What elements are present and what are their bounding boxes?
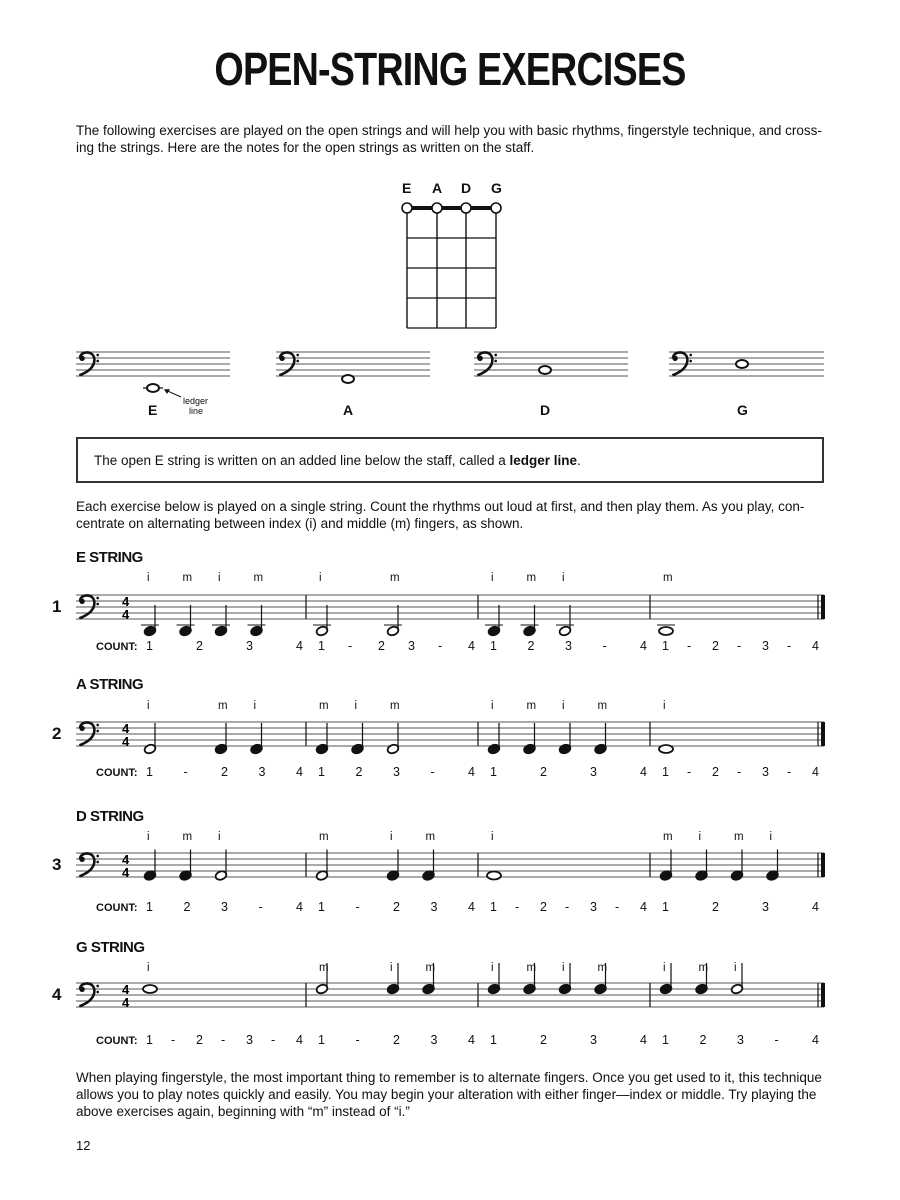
count-value: 3: [221, 900, 228, 914]
count-value: -: [355, 1033, 360, 1047]
finger-marking: m: [390, 572, 400, 584]
count-value: 4: [296, 765, 303, 779]
count-value: 4: [640, 765, 647, 779]
count-value: 3: [590, 765, 597, 779]
exercise-staff: [76, 850, 824, 882]
time-signature-top: 4: [122, 982, 130, 997]
count-value: 2: [540, 900, 547, 914]
finger-marking: m: [734, 831, 744, 843]
count-value: 4: [812, 765, 819, 779]
count-value: 2: [699, 1033, 707, 1047]
count-value: 1: [490, 900, 497, 914]
count-value: 1: [146, 1033, 153, 1047]
count-value: -: [221, 1033, 226, 1047]
time-signature-bottom: 4: [122, 865, 130, 880]
note-text: The open E string is written on an added line below the staff, called a: [94, 453, 510, 468]
finger-marking: i: [769, 831, 773, 843]
closing-paragraph: [76, 1069, 826, 1120]
finger-marking: i: [663, 700, 666, 712]
finger-marking: m: [663, 831, 673, 843]
count-value: 2: [378, 639, 385, 653]
fretboard-string-label: G: [491, 180, 502, 196]
time-signature-bottom: 4: [122, 734, 130, 749]
count-value: 4: [296, 900, 303, 914]
exercise-number: 2: [52, 724, 62, 743]
finger-marking: m: [425, 831, 436, 843]
ledger-annotation: line: [189, 406, 204, 416]
count-value: -: [687, 639, 692, 653]
finger-marking: m: [319, 700, 329, 712]
whole-note: [143, 985, 157, 993]
count-value: 3: [590, 1033, 597, 1047]
count-value: 1: [146, 765, 153, 779]
count-value: 2: [196, 639, 203, 653]
count-value: 1: [146, 639, 153, 653]
exercise-staff: [76, 721, 824, 755]
finger-marking: m: [390, 700, 400, 712]
count-value: 2: [183, 900, 191, 914]
count-value: -: [737, 639, 742, 653]
whole-note: [659, 627, 673, 635]
finger-marking: m: [218, 700, 228, 712]
count-value: 3: [737, 1033, 744, 1047]
time-signature-bottom: 4: [122, 995, 130, 1010]
count-value: 4: [468, 900, 475, 914]
count-label: COUNT:: [96, 1035, 138, 1047]
count-value: 2: [355, 765, 363, 779]
count-value: -: [355, 900, 360, 914]
count-value: 3: [258, 765, 266, 779]
count-label: COUNT:: [96, 902, 138, 914]
finger-marking: i: [562, 572, 565, 584]
count-value: -: [687, 765, 692, 779]
count-value: 2: [221, 765, 228, 779]
finger-marking: m: [663, 572, 673, 584]
count-value: 3: [430, 1033, 438, 1047]
count-value: 3: [246, 1033, 253, 1047]
count-value: 1: [662, 639, 669, 653]
closing-line-2: allows you to play notes quickly and easily. You may begin your alteration with either finger—index or middle. Try playing the: [76, 1087, 817, 1102]
exercise-staff: [76, 594, 824, 637]
count-value: 4: [640, 900, 647, 914]
count-value: 3: [762, 900, 769, 914]
instructions-line-2: centrate on alternating between index (i) and middle (m) fingers, as shown.: [76, 516, 524, 531]
count-value: 1: [146, 900, 153, 914]
count-value: -: [787, 765, 792, 779]
time-signature-bottom: 4: [122, 607, 130, 622]
count-value: 4: [812, 900, 819, 914]
finger-marking: i: [491, 572, 494, 584]
count-value: 3: [393, 765, 400, 779]
count-label: COUNT:: [96, 767, 138, 779]
finger-marking: i: [354, 700, 358, 712]
exercise-number: 4: [52, 985, 62, 1004]
finger-marking: i: [491, 831, 494, 843]
count-value: -: [258, 900, 263, 914]
count-value: -: [183, 765, 188, 779]
count-value: -: [438, 639, 443, 653]
finger-marking: i: [562, 700, 565, 712]
finger-marking: i: [491, 962, 494, 974]
finger-marking: m: [698, 962, 709, 974]
count-value: -: [515, 900, 520, 914]
count-value: 2: [712, 639, 719, 653]
count-value: 2: [540, 765, 547, 779]
finger-marking: i: [734, 962, 737, 974]
count-value: 4: [640, 1033, 647, 1047]
count-value: -: [602, 639, 607, 653]
count-value: 1: [318, 639, 325, 653]
finger-marking: m: [425, 962, 436, 974]
count-value: -: [171, 1033, 176, 1047]
count-value: -: [271, 1033, 276, 1047]
finger-marking: m: [253, 572, 264, 584]
exercise-number: 3: [52, 855, 62, 874]
instructions-line-1: Each exercise below is played on a single string. Count the rhythms out loud at first, and then play them. As you play, con-: [76, 499, 805, 514]
finger-marking: m: [526, 700, 537, 712]
count-value: 2: [712, 900, 719, 914]
exercise-string-label: E STRING: [76, 549, 143, 566]
count-value: 3: [408, 639, 415, 653]
finger-marking: i: [698, 831, 702, 843]
intro-line-1: The following exercises are played on the open strings and will help you with basic rhythms, fingerstyle technique, and cross-: [76, 123, 822, 138]
open-note-label: A: [343, 402, 354, 418]
finger-marking: i: [218, 831, 221, 843]
finger-marking: m: [526, 572, 537, 584]
whole-note: [487, 872, 501, 880]
fretboard-string-label: A: [432, 180, 443, 196]
finger-marking: i: [491, 700, 494, 712]
count-value: 2: [712, 765, 719, 779]
finger-marking: i: [218, 572, 221, 584]
finger-marking: i: [390, 831, 393, 843]
count-value: -: [348, 639, 353, 653]
count-value: 1: [662, 765, 669, 779]
count-value: 3: [565, 639, 572, 653]
count-value: 4: [640, 639, 647, 653]
note-period: .: [577, 453, 581, 468]
note-bold-term: ledger line: [509, 453, 578, 468]
finger-marking: i: [147, 572, 150, 584]
finger-marking: i: [319, 572, 322, 584]
count-value: 2: [527, 639, 535, 653]
count-value: -: [565, 900, 570, 914]
count-value: 1: [490, 1033, 497, 1047]
count-value: -: [615, 900, 620, 914]
exercise-string-label: G STRING: [76, 939, 145, 956]
count-value: 3: [762, 765, 769, 779]
open-note-label: G: [737, 402, 748, 418]
finger-marking: i: [562, 962, 565, 974]
count-value: -: [430, 765, 435, 779]
finger-marking: m: [182, 572, 193, 584]
exercise-staff: [76, 963, 824, 1010]
count-label: COUNT:: [96, 641, 138, 653]
page-title: OPEN-STRING EXERCISES: [214, 43, 686, 95]
count-value: 4: [296, 639, 303, 653]
exercise-string-label: A STRING: [76, 676, 144, 693]
finger-marking: i: [147, 831, 150, 843]
finger-marking: m: [597, 700, 608, 712]
count-value: -: [787, 639, 792, 653]
count-value: 4: [468, 639, 475, 653]
count-value: 1: [662, 1033, 669, 1047]
fretboard-string-label: D: [461, 180, 472, 196]
count-value: 4: [468, 765, 475, 779]
count-value: 1: [662, 900, 669, 914]
time-signature-top: 4: [122, 721, 130, 736]
count-value: 2: [393, 1033, 400, 1047]
count-value: 3: [590, 900, 597, 914]
count-value: 1: [318, 1033, 325, 1047]
count-value: 1: [490, 639, 497, 653]
open-note-label: D: [540, 402, 551, 418]
intro-line-2: ing the strings. Here are the notes for the open strings as written on the staff.: [76, 140, 535, 155]
exercise-number: 1: [52, 597, 62, 616]
exercise-string-label: D STRING: [76, 808, 144, 825]
count-value: 4: [812, 1033, 819, 1047]
page-number: 12: [76, 1138, 91, 1153]
count-value: 1: [490, 765, 497, 779]
finger-marking: m: [597, 962, 608, 974]
finger-marking: m: [182, 831, 193, 843]
count-value: 4: [812, 639, 819, 653]
closing-line-1: When playing fingerstyle, the most important thing to remember is to alternate fingers. Once you get used to it, this technique: [76, 1070, 822, 1085]
finger-marking: i: [390, 962, 393, 974]
finger-marking: m: [526, 962, 537, 974]
count-value: 4: [468, 1033, 475, 1047]
time-signature-top: 4: [122, 594, 130, 609]
finger-marking: i: [147, 962, 150, 974]
count-value: 1: [318, 900, 325, 914]
finger-marking: i: [663, 962, 666, 974]
finger-marking: m: [319, 831, 329, 843]
whole-note: [659, 745, 673, 753]
closing-line-3: above exercises again, beginning with “m” instead of “i.”: [76, 1104, 410, 1119]
finger-marking: i: [147, 700, 150, 712]
open-note-label: E: [148, 402, 158, 418]
time-signature-top: 4: [122, 852, 130, 867]
count-value: 3: [762, 639, 769, 653]
count-value: 2: [393, 900, 400, 914]
count-value: 3: [430, 900, 438, 914]
fretboard-string-label: E: [402, 180, 412, 196]
ledger-annotation: ledger: [183, 396, 209, 406]
finger-marking: i: [253, 700, 257, 712]
count-value: 3: [246, 639, 253, 653]
count-value: 1: [318, 765, 325, 779]
count-value: 2: [540, 1033, 547, 1047]
finger-marking: m: [319, 962, 329, 974]
count-value: -: [737, 765, 742, 779]
count-value: 2: [196, 1033, 203, 1047]
count-value: 4: [296, 1033, 303, 1047]
count-value: -: [774, 1033, 779, 1047]
